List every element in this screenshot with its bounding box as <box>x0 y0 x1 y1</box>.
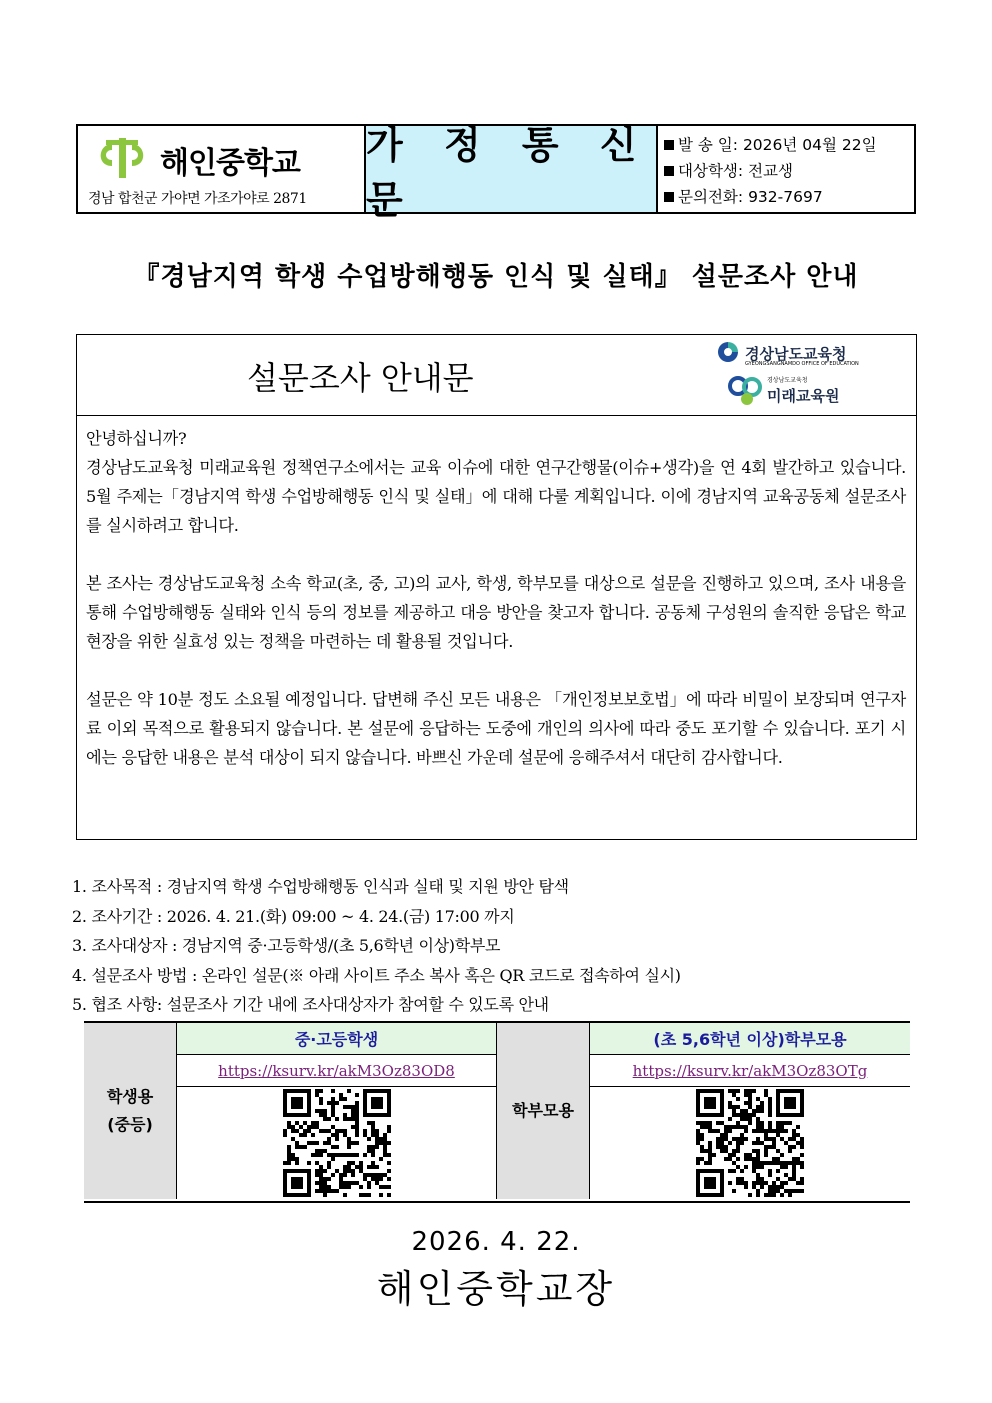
info-row-target <box>664 158 914 184</box>
info-label: 대상학생: <box>678 162 744 180</box>
student-qr-cell <box>177 1087 497 1199</box>
info-value: 전교생 <box>748 162 793 180</box>
edu-office-emblem-icon <box>715 339 741 365</box>
notice-paragraph-2: 본 조사는 경상남도교육청 소속 학교(초, 중, 고)의 교사, 학생, 학부모를 대상으로 설문을 진행하고 있으며, 조사 내용을 통해 수업방해행동 실태와 인식 등의 정보를 제공하고 대응 방안을 찾고자 합니다. 공동체 구성원의 솔직한 응답은 학교 현장을 위한 실효성 있는 정책을 마련하는 데 활용될 것입니다. <box>86 574 906 651</box>
info-value: 2026년 04월 22일 <box>742 136 877 154</box>
notice-box <box>76 334 917 840</box>
student-label-cell <box>84 1023 177 1199</box>
detail-item: 1. 조사목적 : 경남지역 학생 수업방해행동 인식과 실태 및 지원 방안 탐색 <box>72 877 569 896</box>
student-label-sub: (중등) <box>107 1115 153 1134</box>
future-edu-small: 경상남도교육청 <box>767 377 808 384</box>
bullet-square-icon <box>664 166 674 176</box>
student-qr-code-icon[interactable] <box>283 1089 391 1197</box>
parent-label-cell <box>497 1023 590 1199</box>
school-address: 경남 합천군 가야면 가조가야로 2871 <box>88 191 307 207</box>
edu-office-name: 경상남도교육청 <box>745 345 847 363</box>
parent-qr-code-icon[interactable] <box>696 1089 804 1197</box>
detail-item: 2. 조사기간 : 2026. 4. 21.(화) 09:00 ~ 4. 24.(금) 17:00 까지 <box>72 906 515 926</box>
future-edu-emblem-icon <box>727 371 765 409</box>
newsletter-title: 가 정 통 신 문 <box>366 126 658 212</box>
info-value: 932-7697 <box>748 188 823 206</box>
principal-signature: 해인중학교장 <box>376 1267 616 1311</box>
parent-qr-cell <box>590 1087 910 1199</box>
detail-item: 5. 협조 사항: 설문조사 기간 내에 조사대상자가 참여할 수 있도록 안내 <box>72 995 549 1014</box>
issue-date: 2026. 4. 22. <box>411 1227 581 1257</box>
page-title: 『경남지역 학생 수업방해행동 인식 및 실태』 설문조사 안내 <box>133 262 859 292</box>
future-edu-logo <box>727 371 840 413</box>
survey-details <box>72 872 681 1020</box>
notice-header <box>77 335 916 416</box>
edu-office-sub: GYEONGSANGNAMDO OFFICE OF EDUCATION <box>745 361 859 367</box>
future-edu-name: 미래교육원 <box>767 387 840 405</box>
school-name: 해인중학교 <box>160 146 300 181</box>
info-label: 문의전화: <box>678 188 744 206</box>
newsletter-header <box>76 123 916 222</box>
edu-office-logo <box>715 339 859 369</box>
bullet-square-icon <box>664 192 674 202</box>
info-label: 발 송 일: <box>678 136 738 154</box>
parent-header: (초 5,6학년 이상)학부모용 <box>590 1023 910 1055</box>
parent-survey-link[interactable]: https://ksurv.kr/akM3Oz83OTg <box>590 1055 910 1087</box>
student-header: 중·고등학생 <box>177 1023 497 1055</box>
info-row-date <box>664 132 914 158</box>
school-logo-icon <box>92 136 152 180</box>
student-survey-link[interactable]: https://ksurv.kr/akM3Oz83OD8 <box>177 1055 497 1087</box>
survey-link-table <box>84 1021 910 1203</box>
detail-item: 3. 조사대상자 : 경남지역 중·고등학생/(초 5,6학년 이상)학부모 <box>72 936 501 955</box>
notice-paragraph-1: 경상남도교육청 미래교육원 정책연구소에서는 교육 이슈에 대한 연구간행물(이슈+생각)을 연 4회 발간하고 있습니다. 5월 주제는「경남지역 학생 수업방해행동 인식 및 실태」에 대해 다룰 계획입니다. 이에 경남지역 교육공동체 설문조사를 실시하려고 합니다. <box>86 458 906 535</box>
send-info <box>658 126 914 212</box>
info-row-phone <box>664 184 914 210</box>
notice-title: 설문조사 안내문 <box>247 359 474 397</box>
parent-label: 학부모용 <box>512 1101 574 1120</box>
bullet-square-icon <box>664 140 674 150</box>
notice-body <box>77 416 916 772</box>
greeting: 안녕하십니까? <box>86 429 187 448</box>
student-label: 학생용 <box>106 1087 154 1106</box>
school-info <box>78 126 366 212</box>
detail-item: 4. 설문조사 방법 : 온라인 설문(※ 아래 사이트 주소 복사 혹은 QR 코드로 접속하여 실시) <box>72 965 681 985</box>
notice-paragraph-3: 설문은 약 10분 정도 소요될 예정입니다. 답변해 주신 모든 내용은 「개인정보보호법」에 따라 비밀이 보장되며 연구자료 이외 목적으로 활용되지 않습니다. 본 설문에 응답하는 도중에 개인의 의사에 따라 중도 포기할 수 있습니다. 포기 시에는 응답한 내용은 분석 대상이 되지 않습니다. 바쁘신 가운데 설문에 응해주셔서 대단히 감사합니다. <box>86 690 906 767</box>
